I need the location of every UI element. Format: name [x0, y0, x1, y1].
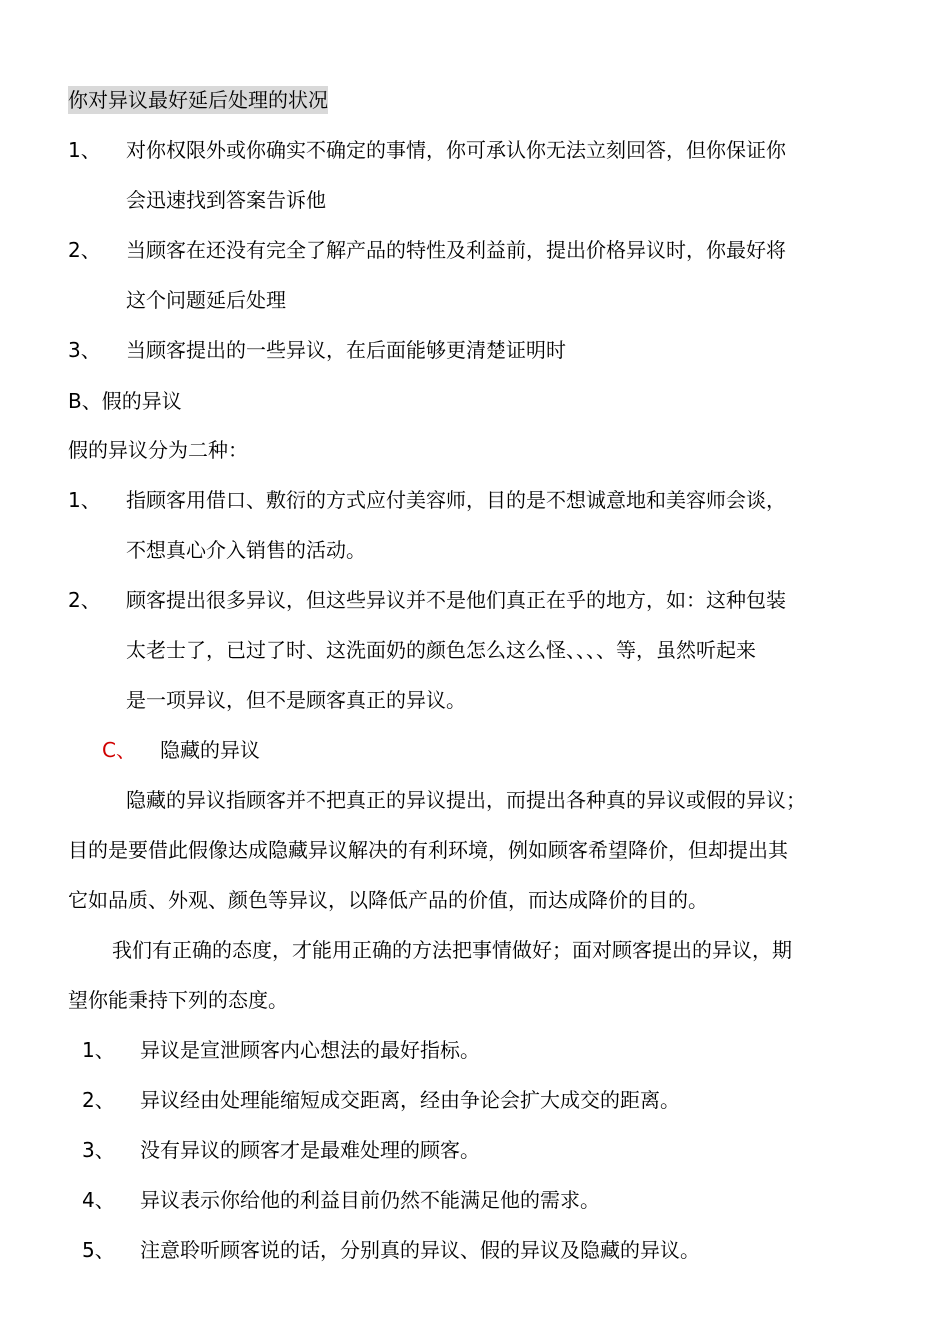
- delay-heading: 你对异议最好延后处理的状况: [68, 88, 328, 112]
- attitude-item-3-text: 没有异议的顾客才是最难处理的顾客。: [140, 1138, 480, 1162]
- b-item-2-line-2: 太老士了，已过了时、这洗面奶的颜色怎么这么怪、、、、等，虽然听起来: [126, 638, 756, 662]
- delay-item-2-line-2: 这个问题延后处理: [126, 288, 286, 312]
- attitude-paragraph-line-1: 我们有正确的态度，才能用正确的方法把事情做好；面对顾客提出的异议，期: [112, 938, 792, 962]
- b-item-1-line-1: 指顾客用借口、敷衍的方式应付美容师，目的是不想诚意地和美容师会谈，: [126, 488, 786, 512]
- attitude-item-5-number: 5、: [82, 1238, 115, 1262]
- attitude-item-4-number: 4、: [82, 1188, 115, 1212]
- b-item-2-line-1: 顾客提出很多异议，但这些异议并不是他们真正在乎的地方，如：这种包装: [126, 588, 786, 612]
- b-item-2-line-3: 是一项异议，但不是顾客真正的异议。: [126, 688, 466, 712]
- b-item-1-line-2: 不想真心介入销售的活动。: [126, 538, 366, 562]
- attitude-paragraph-line-2: 望你能秉持下列的态度。: [68, 988, 288, 1012]
- delay-item-1-line-1: 对你权限外或你确实不确定的事情，你可承认你无法立刻回答，但你保证你: [126, 138, 786, 162]
- b-item-2-number: 2、: [68, 588, 101, 612]
- attitude-item-5-text: 注意聆听顾客说的话，分别真的异议、假的异议及隐藏的异议。: [140, 1238, 700, 1262]
- c-paragraph-line-3: 它如品质、外观、颜色等异议，以降低产品的价值，而达成降价的目的。: [68, 888, 708, 912]
- attitude-item-2-number: 2、: [82, 1088, 115, 1112]
- attitude-item-4-text: 异议表示你给他的利益目前仍然不能满足他的需求。: [140, 1188, 600, 1212]
- section-b-heading: B、假的异议: [68, 389, 182, 413]
- c-paragraph-line-1: 隐藏的异议指顾客并不把真正的异议提出，而提出各种真的异议或假的异议；: [126, 788, 806, 812]
- section-c-letter: C、: [102, 738, 136, 762]
- delay-item-2-number: 2、: [68, 238, 101, 262]
- attitude-item-1-number: 1、: [82, 1038, 115, 1062]
- delay-item-2-line-1: 当顾客在还没有完全了解产品的特性及利益前，提出价格异议时，你最好将: [126, 238, 786, 262]
- delay-item-1-number: 1、: [68, 138, 101, 162]
- attitude-item-1-text: 异议是宣泄顾客内心想法的最好指标。: [140, 1038, 480, 1062]
- c-paragraph-line-2: 目的是要借此假像达成隐藏异议解决的有利环境，例如顾客希望降价，但却提出其: [68, 838, 788, 862]
- b-item-1-number: 1、: [68, 488, 101, 512]
- delay-item-3-line-1: 当顾客提出的一些异议，在后面能够更清楚证明时: [126, 338, 566, 362]
- delay-item-1-line-2: 会迅速找到答案告诉他: [126, 188, 326, 212]
- delay-item-3-number: 3、: [68, 338, 101, 362]
- attitude-item-3-number: 3、: [82, 1138, 115, 1162]
- section-c-heading: 隐藏的异议: [160, 738, 260, 762]
- attitude-item-2-text: 异议经由处理能缩短成交距离，经由争论会扩大成交的距离。: [140, 1088, 680, 1112]
- section-b-intro: 假的异议分为二种：: [68, 438, 248, 462]
